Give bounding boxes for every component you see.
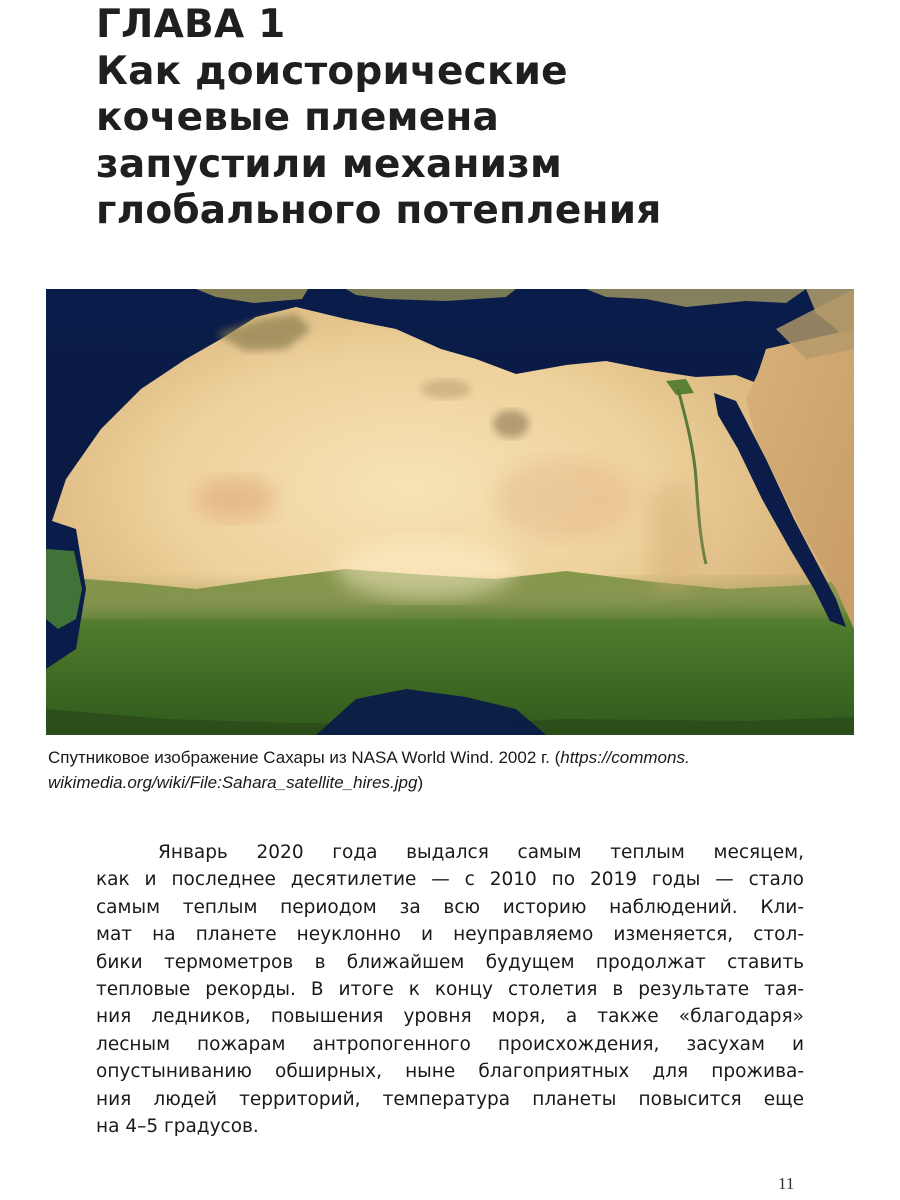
paragraph-line: бики термометров в ближайшем будущем продолжат ставить bbox=[96, 951, 804, 973]
paragraph-line: ния людей территорий, температура планеты повысится еще bbox=[96, 1088, 804, 1110]
chapter-title-line: глобального потепления bbox=[96, 188, 662, 233]
paragraph-line: лесным пожарам антропогенного происхождения, засухам и bbox=[96, 1033, 804, 1055]
caption-text: Спутниковое изображение Сахары из NASA World Wind. 2002 г. ( bbox=[48, 748, 561, 767]
paragraph-line: опустыниванию обширных, ныне благоприятных для прожива- bbox=[96, 1061, 804, 1083]
chapter-heading bbox=[96, 2, 816, 235]
paragraph-line: ния ледников, повышения уровня моря, а также «благодаря» bbox=[96, 1006, 804, 1028]
paragraph-line: мат на планете неуклонно и неуправляемо изменяется, стол- bbox=[96, 924, 804, 946]
sahara-satellite-image bbox=[46, 289, 854, 735]
figure-caption bbox=[48, 745, 858, 795]
paragraph-line: Январь 2020 года выдался самым теплым месяцем, bbox=[158, 842, 804, 863]
caption-source-link[interactable]: wikimedia.org/wiki/File:Sahara_satellite_hires.jpg bbox=[48, 773, 418, 792]
paragraph-line: как и последнее десятилетие — с 2010 по 2019 годы — стало bbox=[96, 869, 804, 891]
chapter-title-line: кочевые племена bbox=[96, 95, 500, 140]
chapter-number: ГЛАВА 1 bbox=[96, 2, 286, 47]
page-number: 11 bbox=[778, 1174, 795, 1193]
paragraph-line: тепловые рекорды. В итоге к концу столетия в результате тая- bbox=[96, 978, 804, 1000]
caption-source-link[interactable]: https://commons. bbox=[560, 748, 690, 767]
body-paragraph bbox=[96, 839, 804, 1140]
sahara-satellite-illustration bbox=[46, 289, 854, 735]
chapter-title-line: запустили механизм bbox=[96, 141, 563, 187]
paragraph-line: на 4–5 градусов. bbox=[96, 1115, 259, 1137]
paragraph-line: самым теплым периодом за всю историю наблюдений. Кли- bbox=[96, 896, 804, 918]
caption-text: ) bbox=[417, 773, 424, 792]
chapter-title-line: Как доисторические bbox=[96, 48, 568, 94]
